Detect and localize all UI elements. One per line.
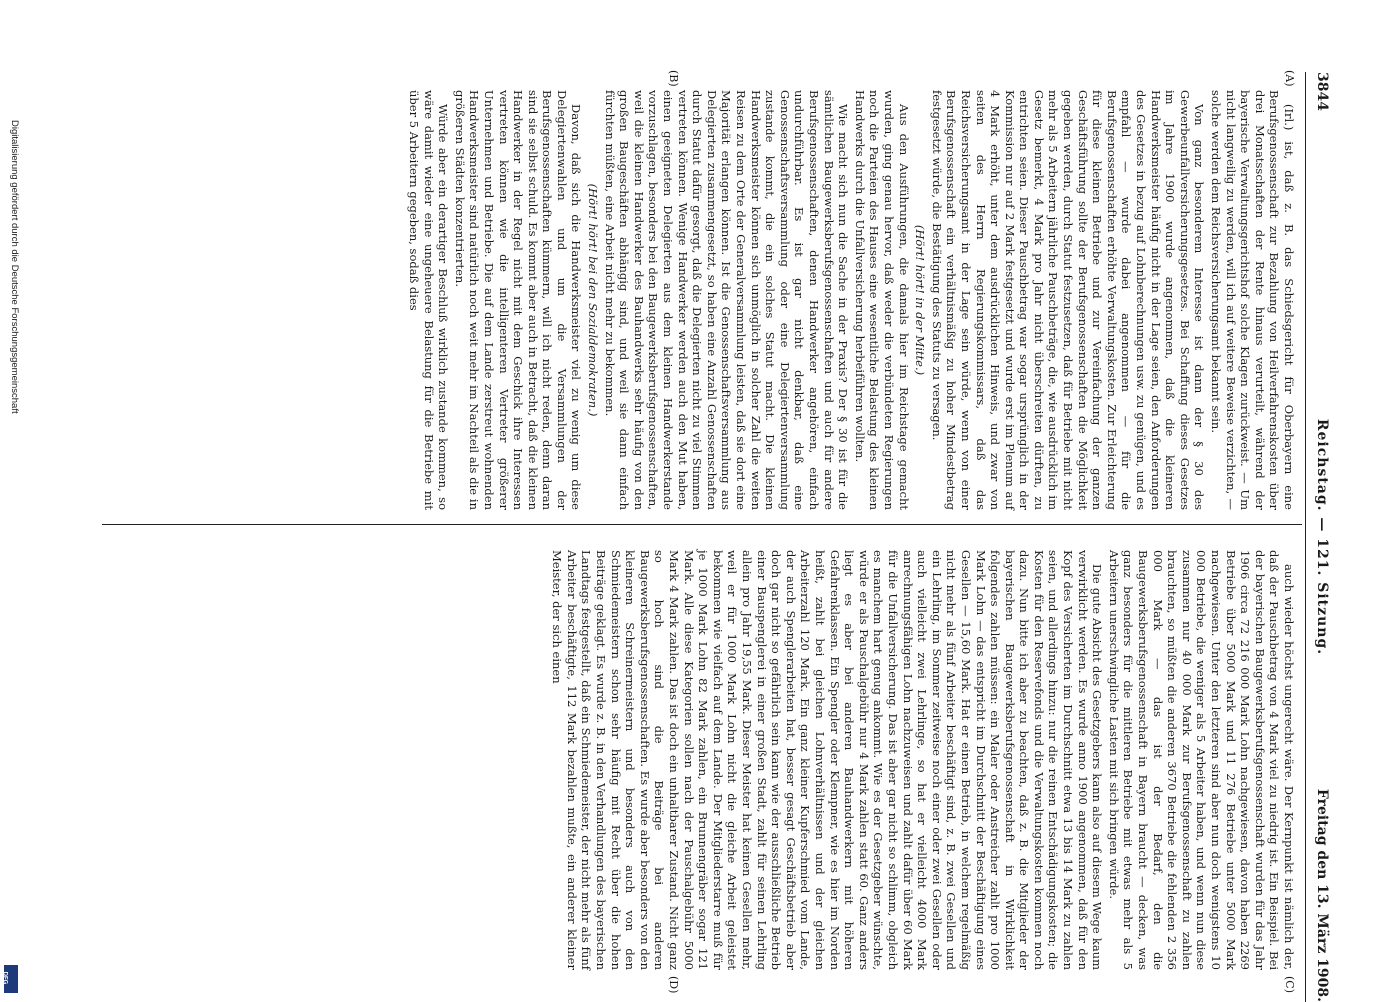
left-column — [404, 90, 1296, 510]
dfg-logo-text: DFG — [1, 971, 8, 985]
interjection: (Hört! hört! bei den Sozialdemokraten.) — [586, 183, 601, 417]
session-date: Freitag den 13. März 1908. — [1314, 788, 1330, 1002]
margin-mark-a: (A) — [1283, 70, 1296, 87]
header-rule — [1305, 72, 1306, 1002]
page — [90, 72, 1330, 1002]
funding-note: Digitalisierung gefördert durch die Deutsche Forschungsgemeinschaft — [9, 120, 20, 414]
page-number: 3844 — [1314, 72, 1330, 111]
page-header — [1308, 72, 1330, 1002]
paragraph: Davon, daß sich die Handwerksmeister viel zu wenig um diese Delegiertenwahlen und um die Versammlungen der Berufsgenossenschaften kümmern, will ich nicht reden, denn daran sind sie selbst schuld. Es kommt aber auch in Betracht, daß die kleinen Handwerker in der Regel nicht mit dem Geschick ihre Interessen vertreten können wie die intelligenteren Vertreter größerer Unternehmen und Betriebe. Die auf dem Lande zerstreut wohnenden Handwerksmeister sind natürlich noch weit mehr im Nachteil als die in größeren Städten konzentrierten. — [452, 90, 584, 510]
paragraph: auch wieder höchst ungerecht wäre. Der Kernpunkt ist nämlich der, daß der Pauschbetrag von 4 Mark viel zu niedrig ist. Ein Beispiel. Bei der bayerischen Baugewerksberufsgenossenschaft wurden für das Jahr 1906 circa 72 216 000 Mark Lohn nachgewiesen, davon haben 2269 Betriebe über 5000 Mark und 11 276 Betriebe unter 5000 Mark nachgewiesen. Unter den letzteren sind aber nun doch wenigstens 10 000 Betriebe, die weniger als 5 Arbeiter haben, und wenn nun diese zusammen nur 40 000 Mark zur Berufsgenossenschaft zu zahlen brauchten, so müßten die anderen 3670 Betriebe die fehlenden 2 356 000 Mark — das ist der Bedarf, den die Baugewerksberufsgenossenschaft in Bayern braucht — decken, was ganz besonders für die mittleren Betriebe mit etwas mehr als 5 Arbeitern unerschwingliche Lasten mit sich bringen würde. — [1106, 550, 1296, 970]
digitization-note — [2, 120, 26, 990]
column-separator — [102, 524, 1302, 525]
margin-mark-c: (C) — [1283, 976, 1296, 993]
margin-mark-b: (B) — [667, 70, 680, 87]
interjection: (Hört! hört! in der Mitte.) — [913, 224, 928, 376]
paragraph: Würde aber ein derartiger Beschluß wirklich zustande kommen, so wäre damit wieder eine ungeheuere Belastung für die Betriebe mit über 5 Arbeitern gegeben, sodaß dies — [406, 90, 451, 510]
right-column — [548, 550, 1296, 970]
dfg-logo — [1, 965, 18, 993]
margin-mark-d: (D) — [667, 976, 680, 994]
paragraph: (Irl.) ist, daß z. B. das Schiedsgericht für Oberbayern eine Berufsgenossenschaft zur Bezahlung von Heilverfahrenskosten über drei Monatsschaften der Rente hinaus verurteilt, während der bayerische Verwaltungsgerichtshof solche Klagen zurückweist. — Um nicht langweilig zu werden, will ich auf weitere Beweise verzichten, — solche werden dem Reichsversicherungsamt bekannt sein. — [1209, 90, 1296, 510]
paragraph: Wie macht sich nun die Sache in der Praxis? Der § 30 ist für die sämtlichen Baugewerksberufsgenossenschaften und auch für andere Berufsgenossenschaften, denen Handwerker angehören, einfach undurchführbar. Es ist gar nicht denkbar, daß eine Genossenschaftsversammlung oder eine Delegiertenversammlung zustande kommt, die ein solches Statut macht. Die kleinen Handwerksmeister können sich unmöglich in solcher Zahl die weiten Reisen zu dem Orte der Generalversammlung leisten, daß sie dort eine Majorität erlangen können. Ist die Genossenschaftsversammlung aus Delegierten zusammengesetzt, so haben eine Anzahl Genossenschaften durch Statut dafür gesorgt, daß die Delegierten nicht zu viel Stimmen vertreten können. Wenige Handwerker werden auch den Mut haben, einen geeigneten Delegierten aus dem kleinen Handwerkerstande vorzuschlagen, besonders bei den Baugewerksberufsgenossenschaften, weil die kleinen Handwerker des Bauhandwerks sehr häufig von den großen Baugeschäften abhängig sind, und weil sie dann einfach fürchten müßten, eine Arbeit nicht mehr zu bekommen. — [602, 90, 851, 510]
paragraph: Aus den Ausführungen, die damals hier im Reichstage gemacht wurden, ging genau hervor, daß weder die verbündeten Regierungen noch die Parteien des Hauses eine wesentliche Belastung des kleinen Handwerks durch die Unfallversicherung herbeiführen wollten. — [852, 90, 911, 510]
paragraph: Von ganz besonderem Interesse ist dann der § 30 des Gewerbeunfallversicherungsgesetzes. Bei Schaffung dieses Gesetzes im Jahre 1900 wurde angenommen, daß die kleineren Handwerksmeister häufig nicht in der Lage seien, den Anforderungen des Gesetzes in bezug auf Lohnberechnungen usw. zu genügen, und es empfahl — wurde dabei angenommen — für die Berufsgenossenschaften erhöhte Verwaltungskosten. Zur Erleichterung für diese kleinen Betriebe und zur Vereinfachung der ganzen Geschäftsführung sollte der Berufsgenossenschaften die Möglichkeit gegeben werden, durch Statut festzusetzen, daß für Betriebe mit nicht mehr als 5 Arbeitern jährliche Pauschbeträge, die, wie ausdrücklich im Gesetz bemerkt, 4 Mark pro Jahr nicht überschreiten dürften, zu entrichten seien. Dieser Pauschbetrag war sogar ursprünglich in der Kommission nur auf 2 Mark festgesetzt und wurde erst im Plenum auf 4 Mark erhöht, unter dem ausdrücklichen Hinweis, und zwar von seiten des Herrn Regierungskommissars, daß das Reichsversicherungsamt in der Lage sein würde, wenn von einer Berufsgenossenschaft ein verhältnismäßig zu hoher Mindestbetrag festgesetzt würde, die Bestätigung des Statuts zu versagen. — [929, 90, 1207, 510]
paragraph: Die gute Absicht des Gesetzgebers kann also auf diesem Wege kaum verwirklicht werden. Es wurde anno 1900 angenommen, daß für den Kopf des Versicherten im Durchschnitt etwa 13 bis 14 Mark zu zahlen seien, und allerdings hinzu: nur die reinen Entschädigungskosten; die Kosten für den Reservefonds und die Verwaltungskosten kommen noch dazu. Nun bitte ich aber zu beachten, daß z. B. die Mitglieder der bayerischen Baugewerksberufsgenossenschaft in Wirklichkeit folgendes zahlen müssen: ein Maler oder Anstreicher zahlt pro 1000 Mark Lohn — das entspricht im Durchschnitt der Beschäftigung eines Gesellen — 15,60 Mark. Hat er einen Betrieb, in welchem regelmäßig nicht mehr als fünf Arbeiter beschäftigt sind, z. B. zwei Gesellen und ein Lehrling, im Sommer zeitweise noch einer oder zwei Gesellen oder auch vielleicht zwei Lehrlinge, so hat er vielleicht 4000 Mark anrechnungsfähigen Lohn nachzuweisen und zahlt dafür über 60 Mark für die Unfallversicherung. Das ist aber gar nicht so schlimm, obgleich es manchem hart genug ankommt. Wie es der Gesetzgeber wünschte, würde er als Pauschalgebühr nur 4 Mark zahlen statt 60. Ganz anders liegt es aber bei anderen Bauhandwerkern mit höheren Gefahrenklassen. Ein Spengler oder Klempner, wie es hier im Norden heißt, zahlt bei gleichen Lohnverhältnissen und der gleichen Arbeiterzahl 120 Mark. Ein ganz kleiner Kupferschmied vom Lande, der auch Spenglerarbeiten hat, besser gesagt Geschäftsbetrieb aber doch gar nicht so gefährlich sein kann wie der ausschließliche Betrieb einer Bauspenglerei in einer großen Stadt, zahlt für seinen Lehrling allein pro Jahr 19,55 Mark. Dieser Meister hat keinen Gesellen mehr, weil er für 1000 Mark Lohn nicht die gleiche Arbeit geleistet bekommen wie vielfach auf dem Lande. Der Mitgliederstarre muß für je 1000 Mark Lohn 82 Mark zahlen, ein Brunnengräber sogar 121 Mark. Alle diese Kategorien sollen nach der Pauschalgebühr 5000 Mark 4 Mark zahlen. Das ist doch ein unhaltbarer Zustand. Nicht ganz so hoch sind die Beiträge bei anderen Baugewerksberufsgenossenschaften. Es wurde aber besonders von den kleineren Schreinermeistern und besonders auch von den Schmiedemeistern schon sehr häufig mit Recht über die hohen Beiträge geklagt. Es wurde z. B. in den Verhandlungen des bayerischen Landtags festgestellt, daß ein Schmiedemeister, der nicht mehr als fünf Arbeiter beschäftigte, 112 Mark bezahlen mußte, ein anderer kleiner Meister, der sich einen — [550, 550, 1105, 970]
running-title: Reichstag. — 121. Sitzung. — [1314, 418, 1330, 656]
